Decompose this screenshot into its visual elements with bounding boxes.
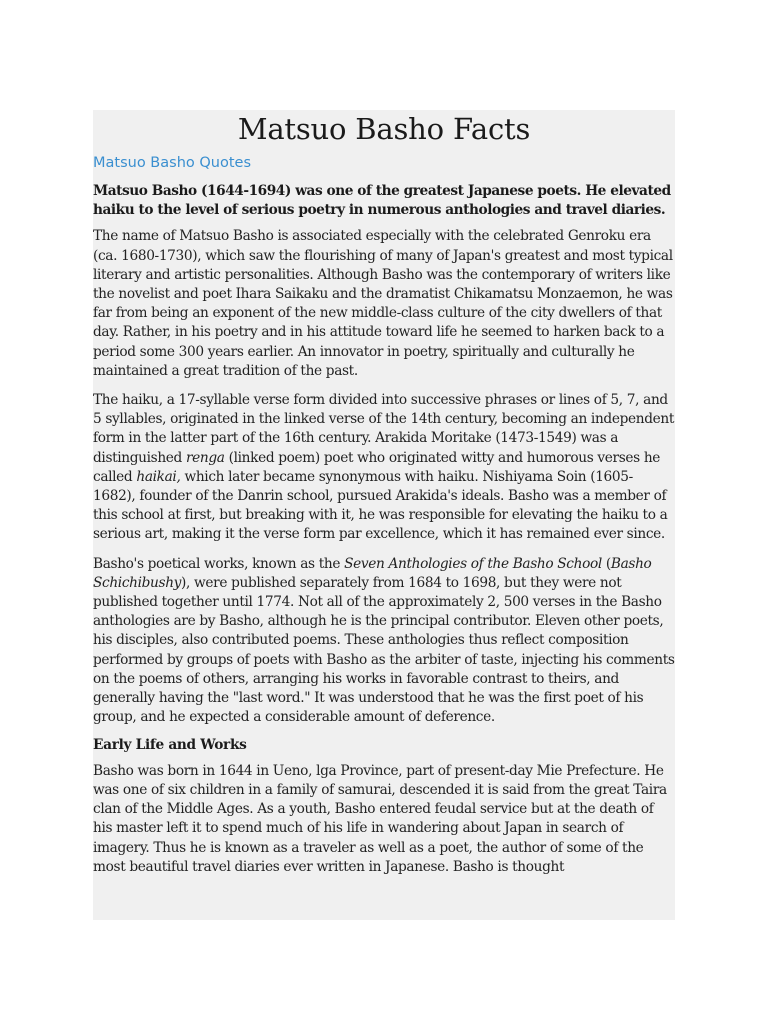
haikai-term: haikai,	[136, 468, 181, 485]
text-span: Basho's poetical works, known as the	[93, 555, 345, 572]
text-span: (linked poem) poet who originated witty and humorous verses he called	[93, 449, 661, 485]
document-content	[93, 110, 675, 920]
lead-paragraph: Matsuo Basho (1644-1694) was one of the greatest Japanese poets. He elevated haiku to the level of serious poetry in numerous anthologies and travel diaries.	[93, 183, 671, 219]
text-span: which later became synonymous with haiku. Nishiyama Soin (1605-1682), founder of the Danrin school, pursued Arakida's ideals. Basho was a member of this school at first, but breaking with it, he was responsible for elevating the haiku to a serious art, making it the verse form par excellence, which it has remained ever since.	[93, 468, 668, 543]
paragraph-anthologies	[93, 555, 675, 728]
text-span: (	[601, 555, 611, 572]
paragraph-genroku: The name of Matsuo Basho is associated especially with the celebrated Genroku era (ca. 1680-1730), which saw the flourishing of many of Japan's greatest and most typical literary and artistic personalities. Although Basho was the contemporary of writers like the novelist and poet Ihara Saikaku and the dramatist Chikamatsu Monzaemon, he was far from being an exponent of the new middle-class culture of the city dwellers of that day. Rather, in his poetry and in his attitude toward life he seemed to harken back to a period some 300 years earlier. An innovator in poetry, spiritually and culturally he maintained a great tradition of the past.	[93, 228, 673, 379]
page-title: Matsuo Basho Facts	[237, 112, 531, 146]
paragraph-early-life: Basho was born in 1644 in Ueno, lga Province, part of present-day Mie Prefecture. He was one of six children in a family of samurai, descended it is said from the great Taira clan of the Middle Ages. As a youth, Basho entered feudal service but at the death of his master left it to spend much of his life in wandering about Japan in search of imagery. Thus he is known as a traveler as well as a poet, the author of some of the most beautiful travel diaries ever written in Japanese. Basho is thought	[93, 762, 667, 875]
renga-term: renga	[185, 449, 225, 466]
anthology-title: Seven Anthologies of the Basho School	[344, 555, 602, 572]
text-span: The haiku, a 17-syllable verse form divided into successive phrases or lines of 5, 7, and 5 syllables, originated in the linked verse of the 14th century, becoming an independent form in the latter part of the 16th century. Arakida Moritake (1473-1549) was a distinguished	[93, 392, 674, 466]
anthology-japanese-title: Basho Schichibushy	[93, 555, 652, 591]
paragraph-haiku	[93, 391, 675, 545]
text-span: ), were published separately from 1684 to 1698, but they were not published together until 1774. Not all of the approximately 2, 500 verses in the Basho anthologies are by Basho, although he is the principal contributor. Eleven other poets, his disciples, also contributed poems. These anthologies thus reflect composition performed by groups of poets with Basho as the arbiter of taste, injecting his comments on the poems of others, arranging his works in favorable contrast to theirs, and generally having the "last word." It was understood that he was the first poet of his group, and he expected a considerable amount of deference.	[93, 574, 675, 726]
section-heading: Early Life and Works	[93, 737, 247, 754]
quotes-link[interactable]: Matsuo Basho Quotes	[93, 155, 251, 171]
